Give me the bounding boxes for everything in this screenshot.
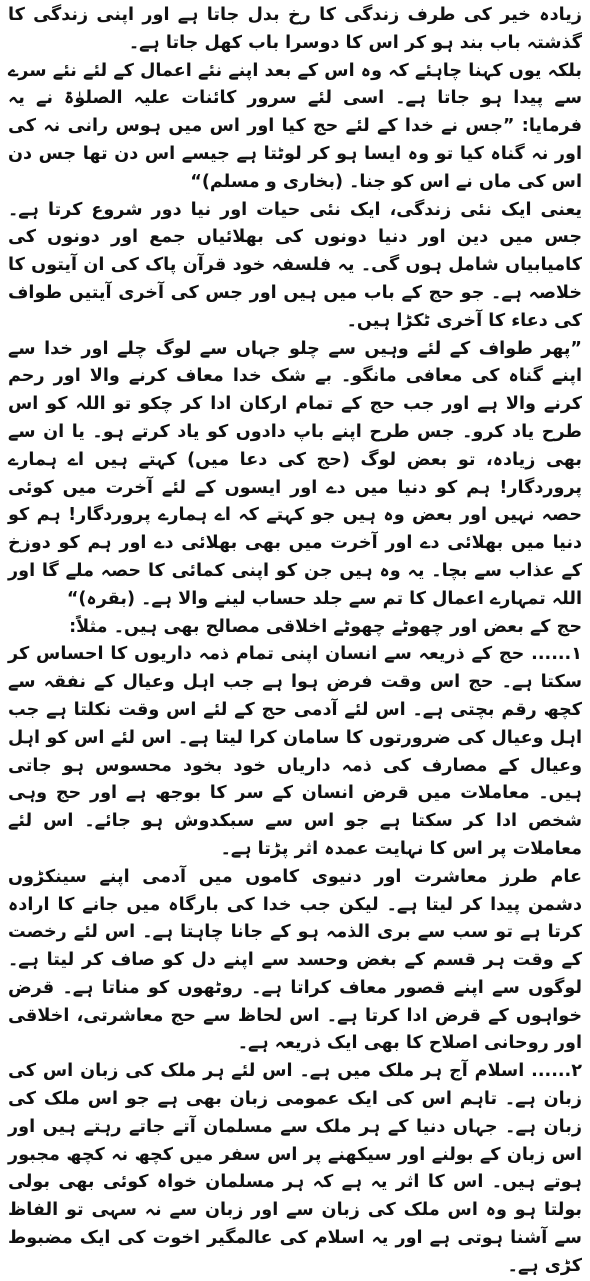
paragraph-life-direction: زیادہ خیر کی طرف زندگی کا رخ بدل جاتا ہے اور اپنی زندگی کا گذشتہ باب بند ہو کر اس کا دوسرا باب کھل جاتا ہے۔ (8, 5, 582, 53)
paragraph-point-one-responsibilities: ۱...... حج کے ذریعہ سے انسان اپنی تمام ذمہ داریوں کا احساس کر سکتا ہے۔ حج اس وقت فرض ہوا ہے جب اہل وعیال کے نفقہ سے کچھ رقم بچتی ہے۔ اس لئے آدمی حج کے لئے اس وقت نکلتا ہے جب اہل وعیال کی ضرورتوں کا سامان کرا لیتا ہے۔ اس لئے اس کو اہل وعیال کے مصارف کی ذمہ داریاں خود بخود محسوس ہو جاتی ہیں۔ معاملات میں قرض انسان کے سر کا بوجھ ہے اور حج وہی شخص ادا کر سکتا ہے جو اس سے سبکدوش ہو جائے۔ اس لئے معاملات پر اس کا نہایت عمدہ اثر پڑتا ہے۔ (8, 644, 582, 859)
paragraph-hadith-rebirth: بلکہ یوں کہنا چاہئے کہ وہ اس کے بعد اپنے نئے اعمال کے لئے نئے سرے سے پیدا ہو جاتا ہے۔ اسی لئے سرور کائنات علیہ الصلوٰۃ نے یہ فرمایا: ”جس نے خدا کے لئے حج کیا اور اس میں ہوس رانی نہ کی اور نہ گناہ کیا تو وہ ایسا ہو کر لوٹتا ہے جیسے اس دن تھا جس دن اس کی ماں نے اس کو جنا۔ (بخاری و مسلم)“ (8, 60, 582, 192)
paragraph-new-life: یعنی ایک نئی زندگی، ایک نئی حیات اور نیا دور شروع کرتا ہے۔ جس میں دین اور دنیا دونوں کی بھلائیاں جمع اور دونوں کی کامیابیاں شامل ہوں گی۔ یہ فلسفہ خود قرآن پاک کی ان آیتوں کا خلاصہ ہے۔ جو حج کے باب میں ہیں اور جس کی آخری آیتیں طواف کی دعاء کا آخری ٹکڑا ہیں۔ (8, 199, 582, 331)
paragraph-point-two-language: ۲...... اسلام آج ہر ملک میں ہے۔ اس لئے ہر ملک کی زبان اس کی زبان ہے۔ تاہم اس کی ایک عمومی زبان بھی ہے جو اس ملک کی زبان ہے۔ جہاں دنیا کے ہر ملک سے مسلمان آتے جاتے رہتے ہیں اور اس زبان کے بولنے اور سیکھنے پر اس سفر میں کچھ نہ کچھ مجبور ہوتے ہیں۔ اس کا اثر یہ ہے کہ ہر مسلمان خواہ کوئی بھی بولی بولتا ہو وہ اس ملک کی زبان سے اور زبان سے نہ سہی تو الفاظ سے آشنا ہوتی ہے اور یہ اسلام کی عالمگیر اخوت کی ایک مضبوط کڑی ہے۔ (8, 1061, 582, 1276)
paragraph-quran-verses: ”پھر طواف کے لئے وہیں سے چلو جہاں سے لوگ چلے اور خدا سے اپنے گناہ کی معافی مانگو۔ بے شک خدا معاف کرنے والا اور رحم کرنے والا ہے اور جب حج کے تمام ارکان ادا کر چکو تو اللہ کو اس طرح یاد کرو۔ جس طرح اپنے باپ دادوں کو یاد کرتے ہو۔ یا ان سے بھی زیادہ، تو بعض لوگ (حج کی دعا میں) کہتے ہیں اے ہمارے پروردگار! ہم کو دنیا میں دے اور ایسوں کے لئے آخرت میں کوئی حصہ نہیں اور بعض وہ ہیں جو کہتے کہ اے ہمارے پروردگار! ہم کو دنیا میں بھلائی دے اور آخرت میں بھی بھلائی دے اور ہم کو دوزخ کے عذاب سے بچا۔ یہ وہ ہیں جن کو اپنی کمائی کا حصہ ملے گا اور اللہ تمہارے اعمال کا تم سے جلد حساب لینے والا ہے۔ (بقرہ)“ (8, 338, 582, 609)
paragraph-social-reform: عام طرز معاشرت اور دنیوی کاموں میں آدمی اپنے سینکڑوں دشمن پیدا کر لیتا ہے۔ لیکن جب خدا کی بارگاہ میں جانے کا ارادہ کرتا ہے تو سب سے بری الذمہ ہو کے جانا چاہتا ہے۔ اس لئے رخصت کے وقت ہر قسم کے بغض وحسد سے اپنے دل کو صاف کر لیتا ہے۔ لوگوں سے اپنے قصور معاف کراتا ہے۔ روٹھوں کو مناتا ہے۔ قرض خواہوں کے قرض ادا کرتا ہے۔ اس لحاظ سے حج معاشرتی، اخلاقی اور روحانی اصلاح کا بھی ایک ذریعہ ہے۔ (8, 866, 582, 1054)
paragraph-moral-benefits-heading: حج کے بعض اور چھوٹے چھوٹے اخلاقی مصالح بھی ہیں۔ مثلاً: (69, 616, 582, 637)
